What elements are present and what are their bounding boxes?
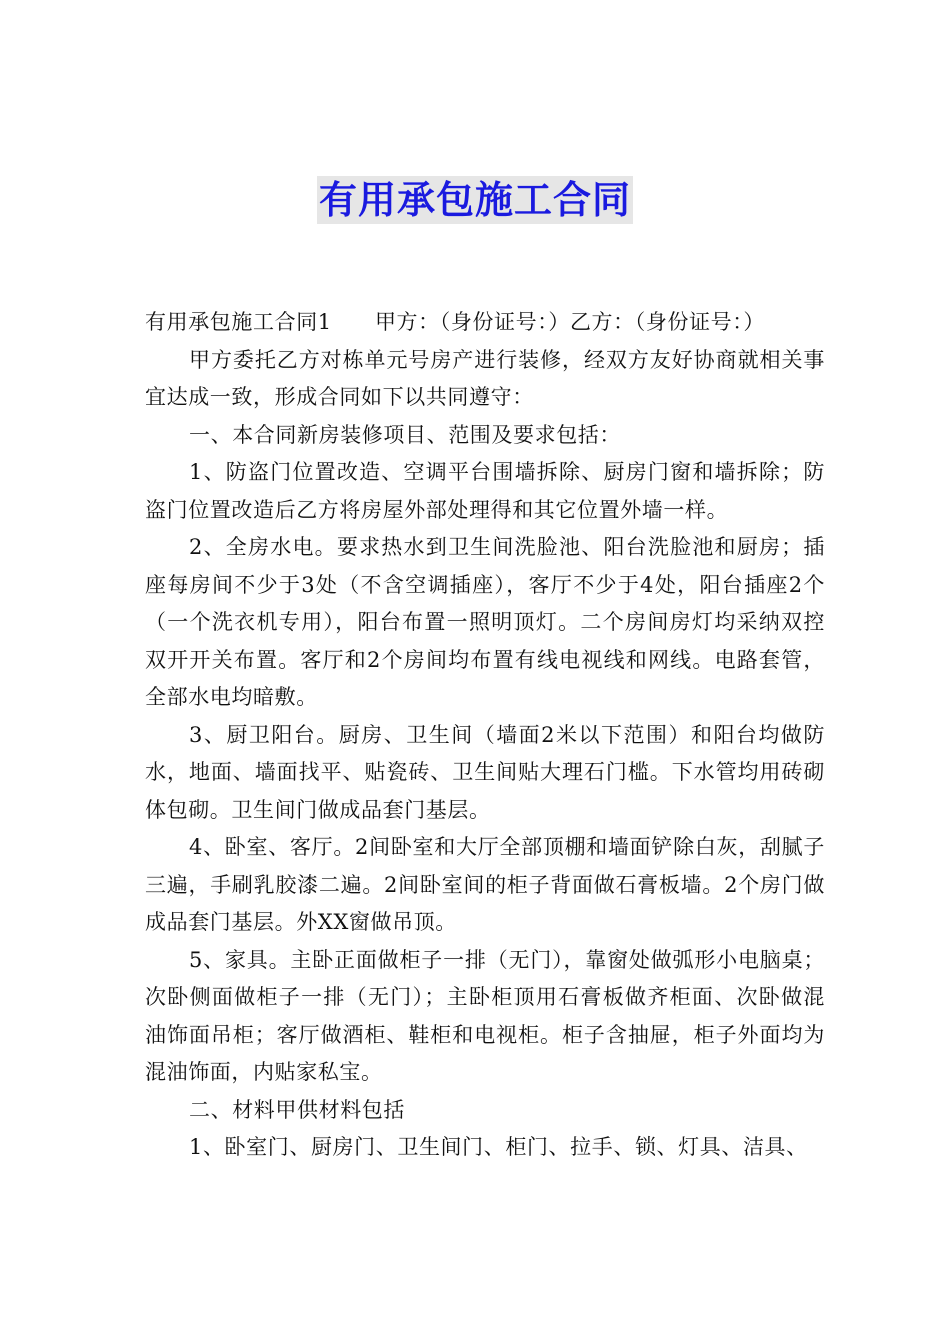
document-body [145,304,825,1167]
contract-header-paragraph: 有用承包施工合同1 甲方：（身份证号：）乙方：（身份证号：） [145,310,765,334]
intro-paragraph: 甲方委托乙方对栋单元号房产进行装修，经双方友好协商就相关事宜达成一致，形成合同如下以共同遵守： [145,347,825,409]
materials-clause-1-paragraph: 1、卧室门、厨房门、卫生间门、柜门、拉手、锁、灯具、洁具、 [189,1135,808,1159]
document-title: 有用承包施工合同 [318,178,631,222]
section-heading-materials: 二、材料甲供材料包括 [189,1097,405,1122]
clause-5-paragraph: 5、家具。主卧正面做柜子一排（无门），靠窗处做弧形小电脑桌；次卧侧面做柜子一排（无门）；主卧柜顶用石膏板做齐柜面、次卧做混油饰面吊柜；客厅做酒柜、鞋柜和电视柜。柜子含抽屉，柜子外面均为混油饰面，内贴家私宝。 [145,947,825,1084]
clause-4-paragraph: 4、卧室、客厅。2间卧室和大厅全部顶棚和墙面铲除白灰，刮腻子三遍，手刷乳胶漆二遍。2间卧室间的柜子背面做石膏板墙。2个房门做成品套门基层。外XX窗做吊顶。 [145,835,825,934]
title-container [0,176,950,224]
clause-1-paragraph: 1、防盗门位置改造、空调平台围墙拆除、厨房门窗和墙拆除；防盗门位置改造后乙方将房屋外部处理得和其它位置外墙一样。 [145,460,825,522]
section-heading-scope: 一、本合同新房装修项目、范围及要求包括： [189,422,621,447]
clause-2-paragraph: 2、全房水电。要求热水到卫生间洗脸池、阳台洗脸池和厨房；插座每房间不少于3处（不含空调插座），客厅不少于4处，阳台插座2个（一个洗衣机专用），阳台布置一照明顶灯。二个房间房灯均采纳双控双开开关布置。客厅和2个房间均布置有线电视线和网线。电路套管，全部水电均暗敷。 [145,535,825,709]
clause-3-paragraph: 3、厨卫阳台。厨房、卫生间（墙面2米以下范围）和阳台均做防水，地面、墙面找平、贴瓷砖、卫生间贴大理石门槛。下水管均用砖砌体包砌。卫生间门做成品套门基层。 [145,722,825,822]
